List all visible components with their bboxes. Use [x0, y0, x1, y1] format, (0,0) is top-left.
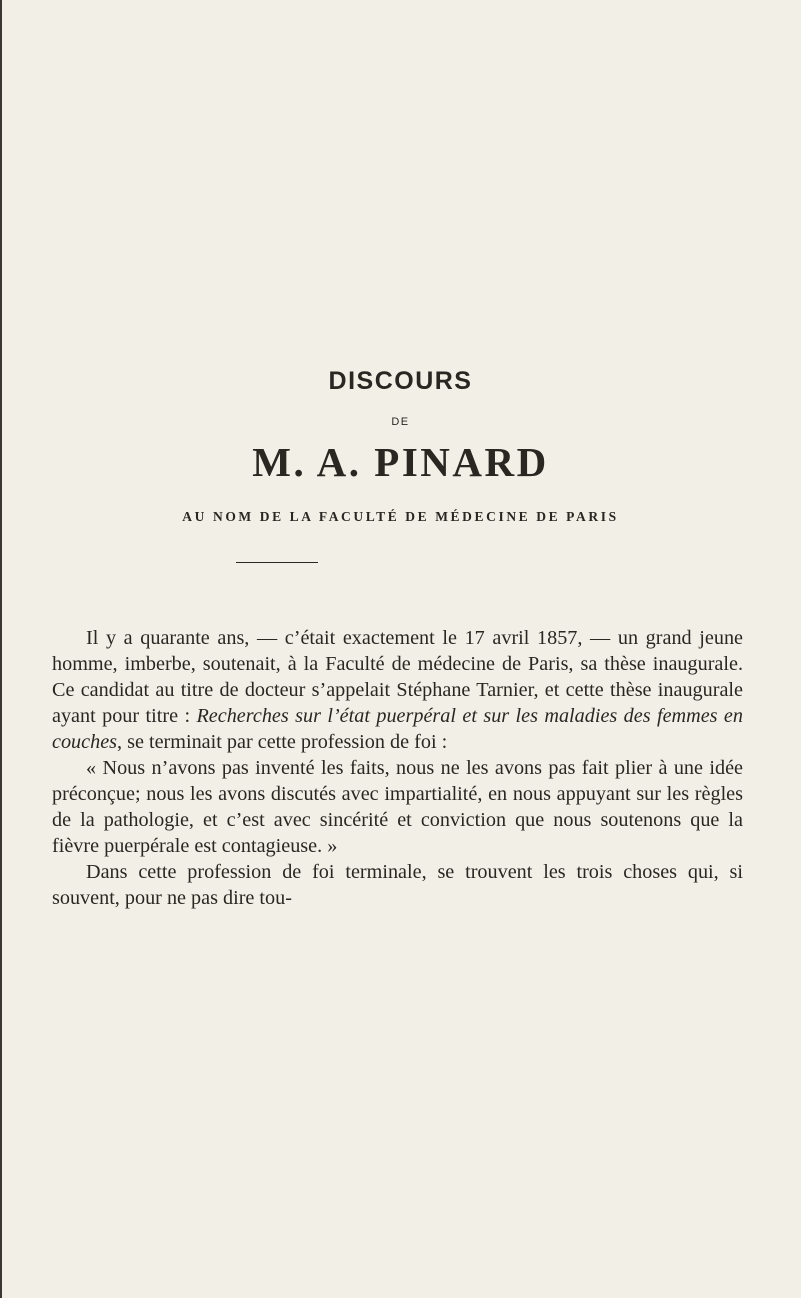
- paragraph-3: Dans cette profession de foi terminale, se trouvent les trois choses qui, si souvent, pour ne pas dire tou-: [52, 861, 743, 909]
- paragraph-1: [52, 625, 743, 755]
- paragraph-1-end: , se terminait par cette profession de foi :: [117, 731, 448, 753]
- page-edge: [0, 0, 2, 1298]
- faculty-affiliation: AU NOM DE LA FACULTÉ DE MÉDECINE DE PARIS: [182, 509, 619, 524]
- title-connector: DE: [391, 416, 410, 428]
- thesis-title: Recherches sur l’état puerpéral et sur les maladies des femmes en couches: [52, 705, 743, 753]
- paragraph-1-start: Il y a quarante ans, — c’était exactement le 17 avril 1857, — un grand jeune homme, imberbe, soutenait, à la Faculté de médecine de Paris, sa thèse inaugurale. Ce candidat au titre de docteur s’appelait Stéphane Tarnier, et cette thèse inaugurale ayant pour titre :: [52, 627, 743, 727]
- section-divider: [236, 562, 318, 563]
- discours-title: DISCOURS: [328, 367, 473, 395]
- paragraph-2-quote: « Nous n’avons pas inventé les faits, nous ne les avons pas fait plier à une idée préconçue; nous les avons discutés avec impartialité, en nous appuyant sur les règles de la pathologie, et c’est avec sincérité et conviction que nous soutenons que la fièvre puerpérale est contagieuse. »: [52, 757, 743, 857]
- speech-body: [52, 625, 743, 911]
- author-name: M. A. PINARD: [252, 439, 549, 485]
